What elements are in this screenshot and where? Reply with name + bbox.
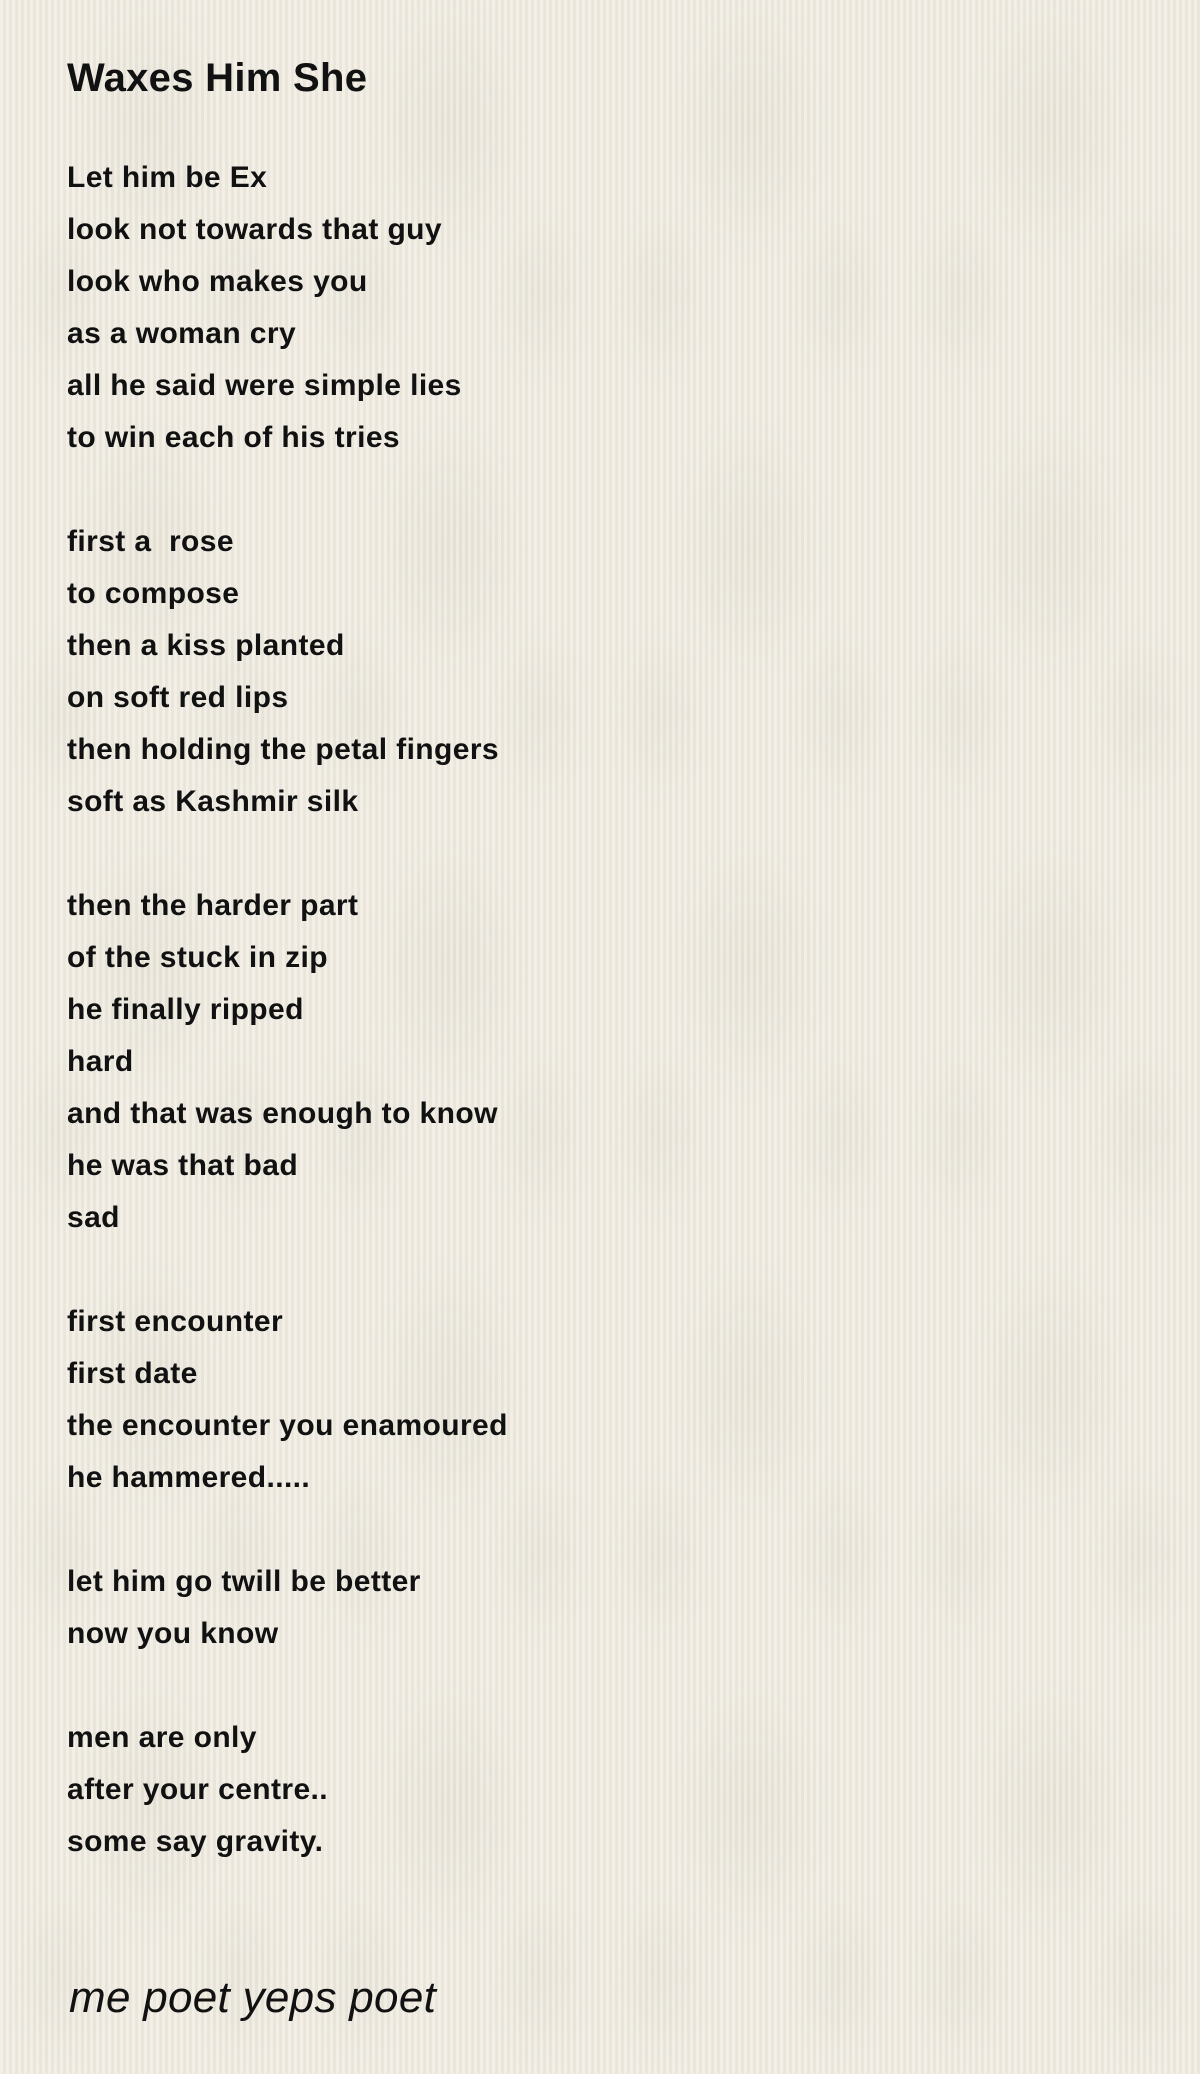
poem-line: hard: [67, 1045, 134, 1078]
poem-line: and that was enough to know: [67, 1097, 498, 1130]
poem-line: he finally ripped: [67, 993, 304, 1026]
poem-line: then a kiss planted: [67, 629, 345, 662]
stanza-4: [67, 1296, 1147, 1504]
stanza-5: [67, 1556, 1147, 1660]
poem-line: Let him be Ex: [67, 161, 268, 194]
poem-line: after your centre..: [67, 1773, 329, 1806]
poet-name: me poet yeps poet: [69, 1973, 437, 2022]
poem-line: of the stuck in zip: [67, 941, 328, 974]
poem-line: look not towards that guy: [67, 213, 442, 246]
poem-body: [67, 152, 1147, 1868]
poem-line: all he said were simple lies: [67, 369, 462, 402]
poem-line: now you know: [67, 1617, 279, 1650]
poem-line: he hammered.....: [67, 1461, 311, 1494]
poem-line: to compose: [67, 577, 240, 610]
poem-line: first date: [67, 1357, 198, 1390]
poem-line: the encounter you enamoured: [67, 1409, 508, 1442]
poem-line: sad: [67, 1201, 120, 1234]
stanza-6: [67, 1712, 1147, 1868]
poem-line: as a woman cry: [67, 317, 297, 350]
poem-line: then the harder part: [67, 889, 359, 922]
poem-line: some say gravity.: [67, 1825, 324, 1858]
poem-line: he was that bad: [67, 1149, 299, 1182]
poem-line: first encounter: [67, 1305, 284, 1338]
poem-line: men are only: [67, 1721, 257, 1754]
stanza-1: [67, 152, 1147, 464]
poem-line: look who makes you: [67, 265, 368, 298]
stanza-3: [67, 880, 1147, 1244]
stanza-2: [67, 516, 1147, 828]
poem-line: let him go twill be better: [67, 1565, 421, 1598]
poem-title: Waxes Him She: [67, 56, 368, 100]
poem-container: [67, 48, 1147, 1868]
poem-line: first a rose: [67, 525, 234, 558]
poem-line: on soft red lips: [67, 681, 289, 714]
poem-line: soft as Kashmir silk: [67, 785, 359, 818]
poem-line: to win each of his tries: [67, 421, 400, 454]
poem-line: then holding the petal fingers: [67, 733, 499, 766]
